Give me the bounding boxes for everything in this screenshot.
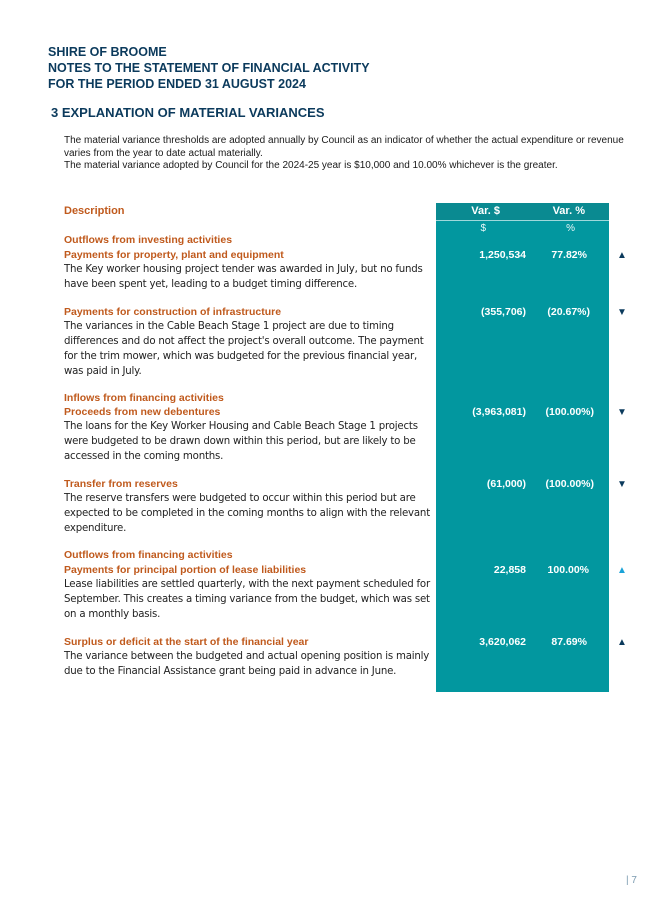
report-title-shire: SHIRE OF BROOME	[48, 45, 167, 59]
row-title-lease-liabilities: Payments for principal portion of lease liabilities	[64, 564, 307, 576]
row-body-reserves: The reserve transfers were budgeted to occur within this period but are expected to be completed in the coming months to align with the relevant expenditure.	[64, 493, 430, 534]
page-number: | 7	[626, 875, 637, 886]
arrow-up-icon: ▲	[617, 565, 627, 576]
var-percent-header: Var. %	[552, 205, 585, 217]
row-body-lease-liabilities: Lease liabilities are settled quarterly, with the next payment scheduled for September. This creates a timing variance from the budget, which was set on a monthly basis.	[64, 579, 430, 620]
intro-paragraph-2: The material variance adopted by Council for the 2024-25 year is $10,000 and 10.00% whichever is the greater.	[64, 160, 558, 171]
row-percent-opening-surplus: 87.69%	[551, 636, 587, 648]
report-title-notes: NOTES TO THE STATEMENT OF FINANCIAL ACTIVITY	[48, 61, 370, 75]
header-divider	[436, 220, 609, 221]
var-dollar-header: Var. $	[471, 205, 500, 217]
row-dollar-lease-liabilities: 22,858	[493, 564, 526, 576]
category-inflows-financing: Inflows from financing activities	[64, 392, 224, 404]
row-percent-reserves: (100.00%)	[545, 478, 594, 490]
row-title-debentures: Proceeds from new debentures	[64, 406, 221, 418]
row-percent-ppe: 77.82%	[551, 249, 587, 261]
row-title-ppe: Payments for property, plant and equipment	[64, 249, 284, 261]
variance-column-panel	[436, 203, 609, 692]
row-title-reserves: Transfer from reserves	[64, 478, 178, 490]
arrow-down-icon: ▼	[617, 307, 627, 318]
row-dollar-opening-surplus: 3,620,062	[479, 636, 526, 648]
row-title-opening-surplus: Surplus or deficit at the start of the financial year	[64, 636, 309, 648]
row-title-infrastructure: Payments for construction of infrastructure	[64, 306, 282, 318]
report-title-period: FOR THE PERIOD ENDED 31 AUGUST 2024	[48, 77, 306, 91]
row-body-opening-surplus: The variance between the budgeted and actual opening position is mainly due to the Financial Assistance grant being paid in advance in June.	[64, 651, 430, 677]
row-dollar-infrastructure: (355,706)	[481, 306, 526, 318]
arrow-down-icon: ▼	[617, 479, 627, 490]
row-percent-lease-liabilities: 100.00%	[547, 564, 589, 576]
arrow-down-icon: ▼	[617, 407, 627, 418]
row-body-infrastructure: The variances in the Cable Beach Stage 1 project are due to timing differences and do not affect the project's overall outcome. The payment for the trim mower, which was budgeted for the previous financial year, was paid in July.	[64, 321, 424, 377]
arrow-up-icon: ▲	[617, 250, 627, 261]
unit-percent: %	[566, 223, 575, 234]
row-body-debentures: The loans for the Key Worker Housing and Cable Beach Stage 1 projects were budgeted to be drawn down within this period, but are likely to be accessed in the coming months.	[64, 421, 418, 462]
row-percent-debentures: (100.00%)	[545, 406, 594, 418]
category-outflows-financing: Outflows from financing activities	[64, 549, 233, 561]
row-dollar-ppe: 1,250,534	[479, 249, 526, 261]
row-dollar-reserves: (61,000)	[486, 478, 526, 490]
description-header: Description	[64, 205, 125, 217]
row-percent-infrastructure: (20.67%)	[547, 306, 590, 318]
arrow-up-icon: ▲	[617, 637, 627, 648]
section-title: 3 EXPLANATION OF MATERIAL VARIANCES	[51, 105, 325, 120]
row-dollar-debentures: (3,963,081)	[472, 406, 526, 418]
category-outflows-investing: Outflows from investing activities	[64, 234, 233, 246]
intro-paragraph-1: The material variance thresholds are adopted annually by Council as an indicator of whether the actual expenditure or revenue varies from the year to date actual materially.	[64, 135, 624, 159]
row-body-ppe: The Key worker housing project tender was awarded in July, but no funds have been spent yet, leading to a budget timing difference.	[64, 264, 423, 290]
unit-dollar: $	[480, 223, 486, 234]
